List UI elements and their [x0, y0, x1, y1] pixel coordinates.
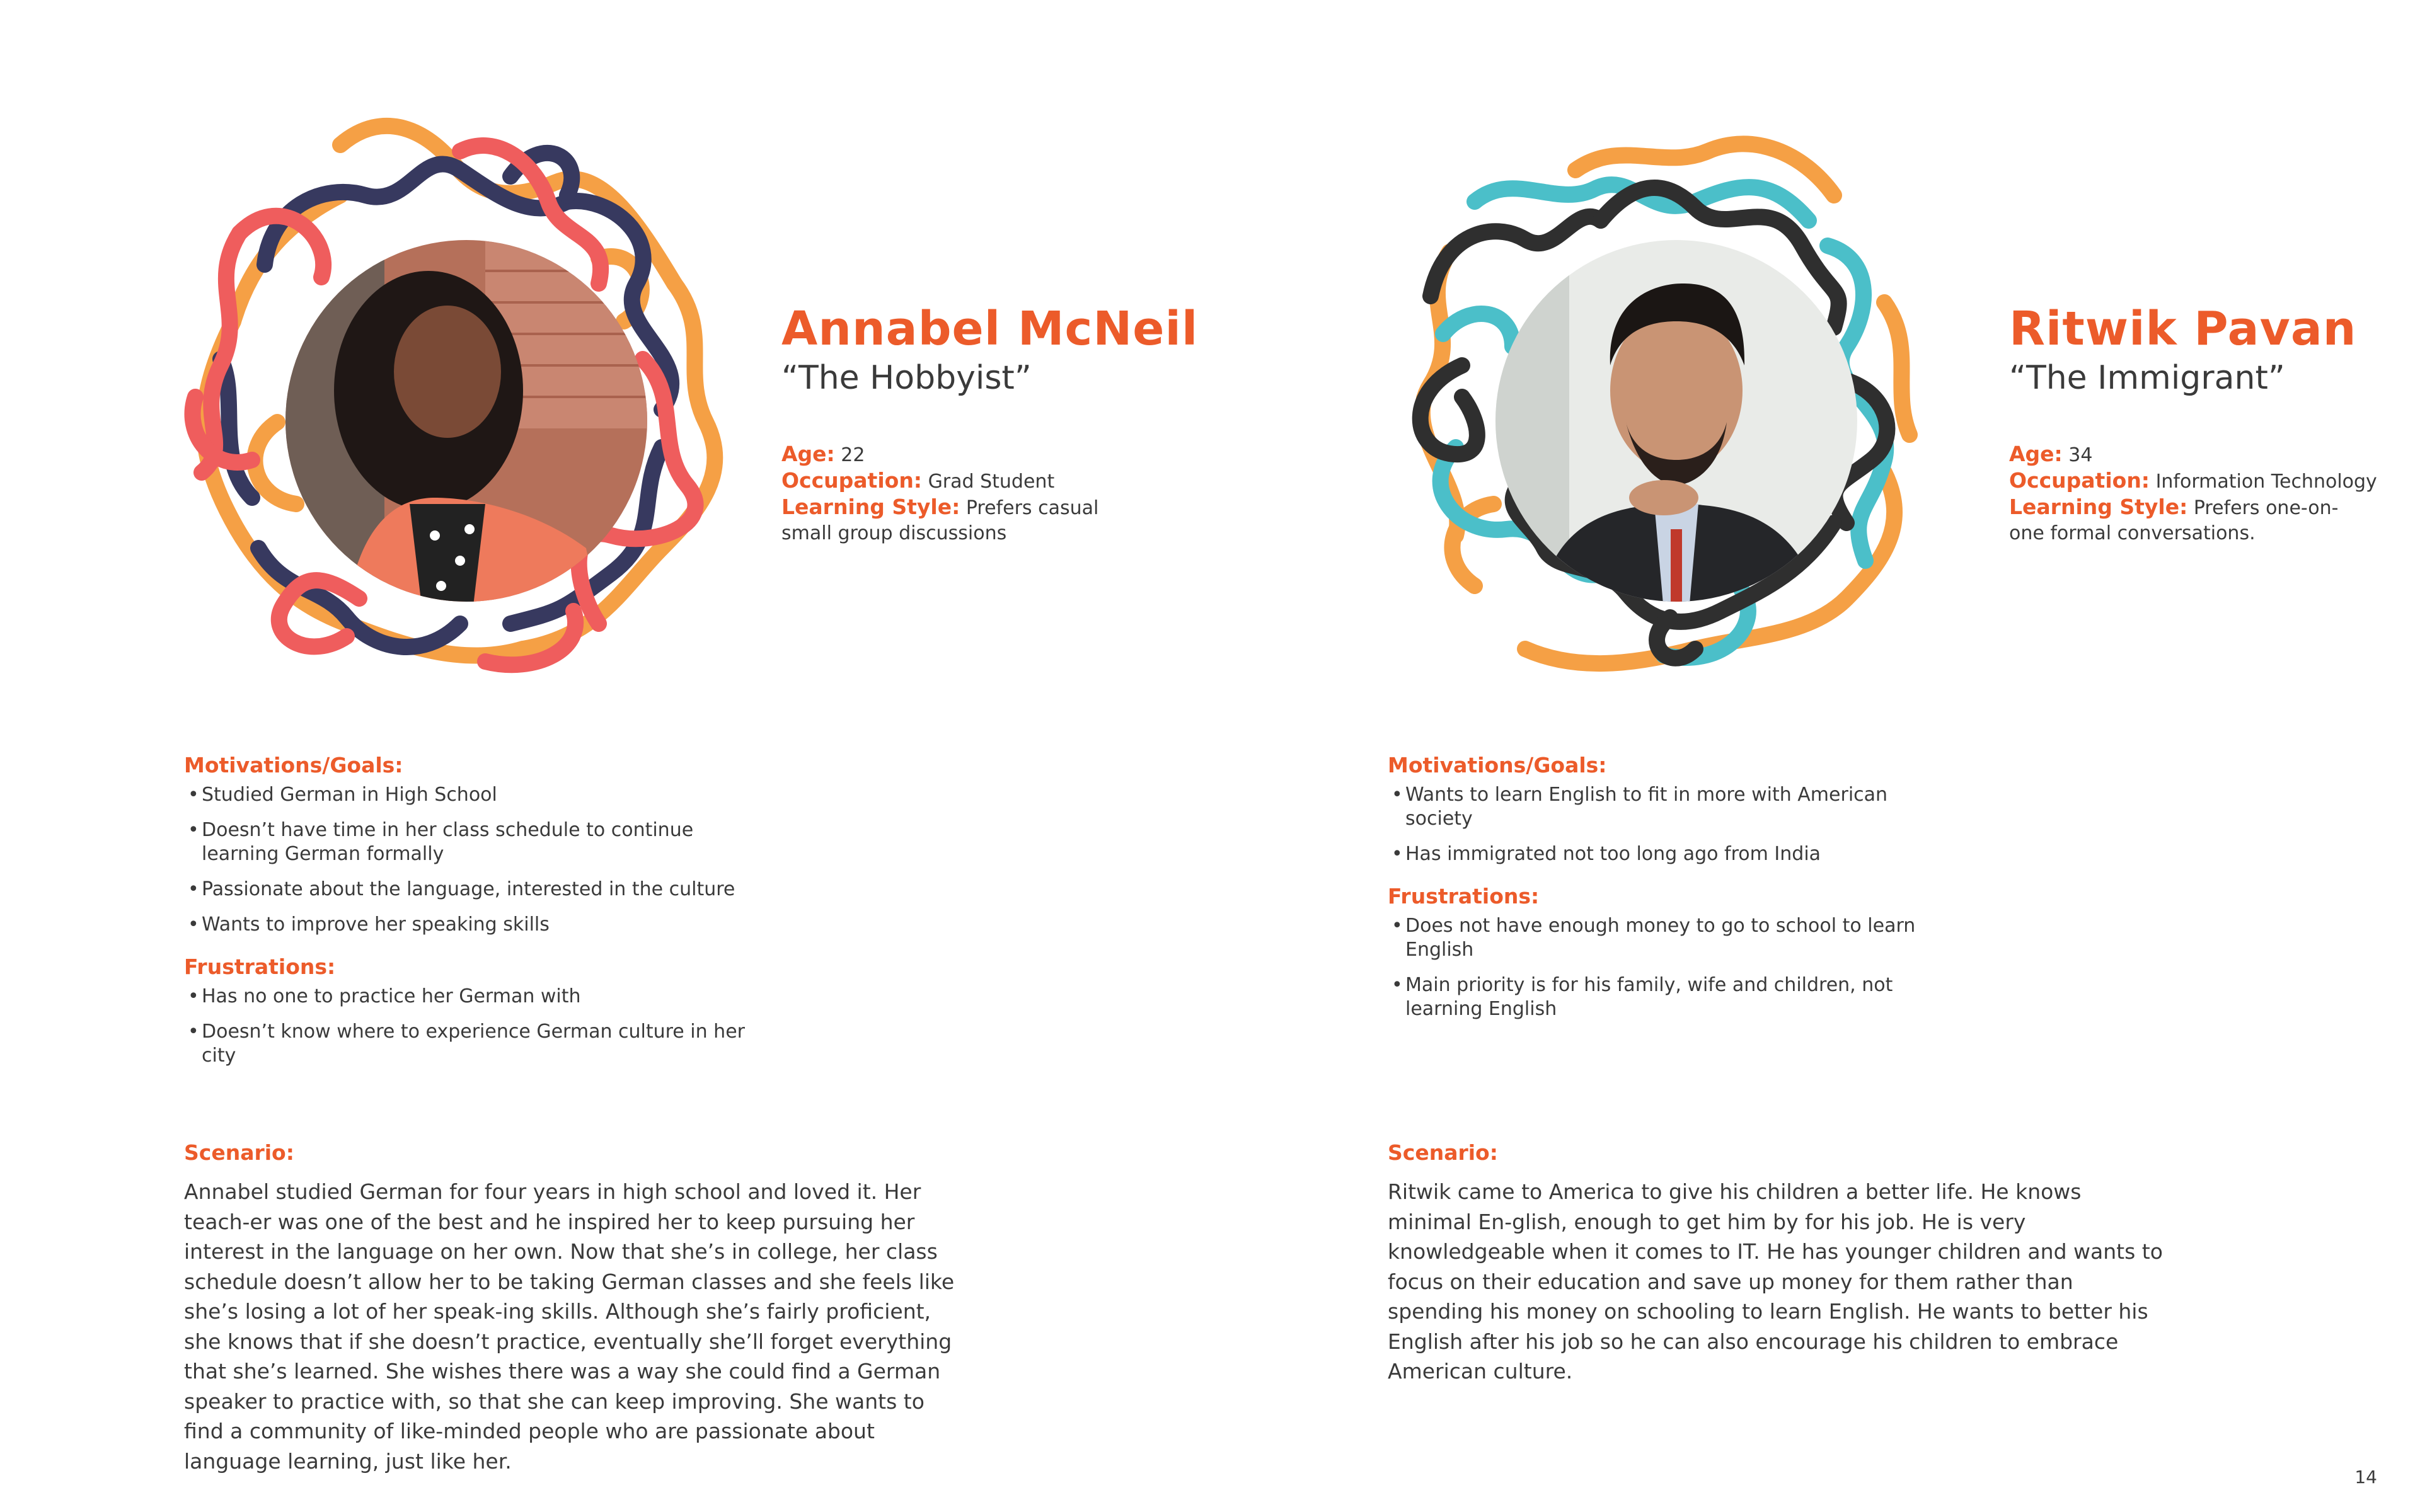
list-item: • Doesn’t have time in her class schedule to continue learning German formally: [184, 818, 756, 866]
persona-header: [2009, 302, 2420, 546]
persona-portrait-ring: [1368, 94, 1935, 699]
fact-occupation-value: Grad Student: [928, 471, 1055, 493]
frustrations-list: [1388, 914, 1955, 1021]
fact-learning-style-value: Prefers casual small group discussions: [781, 497, 1099, 545]
persona-facts: [781, 442, 1235, 546]
persona-scenario: [1388, 1140, 2169, 1387]
motivations-title: Motivations/Goals:: [1388, 753, 1607, 777]
persona-name: Annabel McNeil: [781, 302, 1199, 356]
list-item: • Has immigrated not too long ago from India: [1388, 842, 1955, 866]
list-item: • Studied German in High School: [184, 783, 751, 807]
list-item: • Has no one to practice her German with: [184, 985, 751, 1009]
fact-occupation-value: Information Technology: [2155, 471, 2377, 493]
persona-portrait-ring: [158, 94, 725, 699]
fact-age-label: Age:: [781, 442, 835, 467]
fact-age: [2009, 442, 2420, 468]
persona-scenario: [184, 1140, 965, 1476]
fact-occupation: [781, 468, 1235, 495]
list-item: • Passionate about the language, interested in the culture: [184, 878, 751, 902]
frustrations-title: Frustrations:: [184, 954, 336, 979]
scenario-text: Ritwik came to America to give his children a better life. He knows minimal En-glish, enough to get him by for his job. He is very knowledgeable when it comes to IT. He has younger children and wants to focus on their education and save up money for them rather than spending his money on schooling to learn English. He wants to better his English after his job so he can also encourage his children to embrace American culture.: [1388, 1179, 2163, 1383]
fact-age-label: Age:: [2009, 442, 2063, 467]
list-item: • Does not have enough money to go to school to learn English: [1388, 914, 1955, 962]
fact-occupation: [2009, 468, 2420, 495]
fact-occupation-label: Occupation:: [2009, 468, 2150, 493]
list-item: • Doesn’t know where to experience German culture in her city: [184, 1020, 751, 1068]
scenario-title: Scenario:: [184, 1140, 294, 1165]
man-portrait-photo: [1368, 94, 1935, 699]
fact-learning-style: [781, 495, 1134, 546]
persona-nickname: “The Hobbyist”: [781, 359, 1032, 398]
fact-age-value: 34: [2068, 444, 2093, 467]
frustrations-list: [184, 985, 751, 1068]
persona-nickname: “The Immigrant”: [2009, 359, 2285, 398]
persona-ritwik: [1210, 0, 2420, 1512]
scenario-text: Annabel studied German for four years in high school and loved it. Her teach-er was one of the best and he inspired her to keep pursuing her interest in the language on her own. Now that she’s in college, her class schedule doesn’t allow her to be taking German classes and she feels like she’s losing a lot of her speak-ing skills. Although she’s fairly proficient, she knows that if she doesn’t practice, eventually she’ll forget everything that she’s learned. She wishes there was a way she could find a German speaker to practice with, so that she can keep improving. She wants to find a community of like-minded people who are passionate about language learning, just like her.: [184, 1179, 955, 1474]
persona-header: [781, 302, 1235, 546]
fact-age-value: 22: [841, 444, 865, 467]
fact-learning-style-value: Prefers one-on-one formal conversations.: [2009, 497, 2339, 545]
scenario-title: Scenario:: [1388, 1140, 1498, 1165]
fact-learning-style: [2009, 495, 2362, 546]
persona-name: Ritwik Pavan: [2009, 302, 2357, 356]
fact-learning-style-label: Learning Style:: [781, 495, 960, 520]
motivations-list: [184, 783, 751, 937]
fact-age: [781, 442, 1235, 468]
persona-goals-block: [184, 753, 751, 1079]
fact-learning-style-label: Learning Style:: [2009, 495, 2188, 520]
persona-facts: [2009, 442, 2420, 546]
woman-portrait-photo: [158, 94, 725, 699]
list-item: • Wants to learn English to fit in more with American society: [1388, 783, 1955, 831]
page-number: 14: [2354, 1467, 2377, 1487]
fact-occupation-label: Occupation:: [781, 468, 923, 493]
frustrations-title: Frustrations:: [1388, 884, 1540, 908]
persona-goals-block: [1388, 753, 1955, 1033]
motivations-title: Motivations/Goals:: [184, 753, 403, 777]
list-item: • Main priority is for his family, wife and children, not learning English: [1388, 973, 1947, 1021]
motivations-list: [1388, 783, 1955, 866]
list-item: • Wants to improve her speaking skills: [184, 913, 751, 937]
